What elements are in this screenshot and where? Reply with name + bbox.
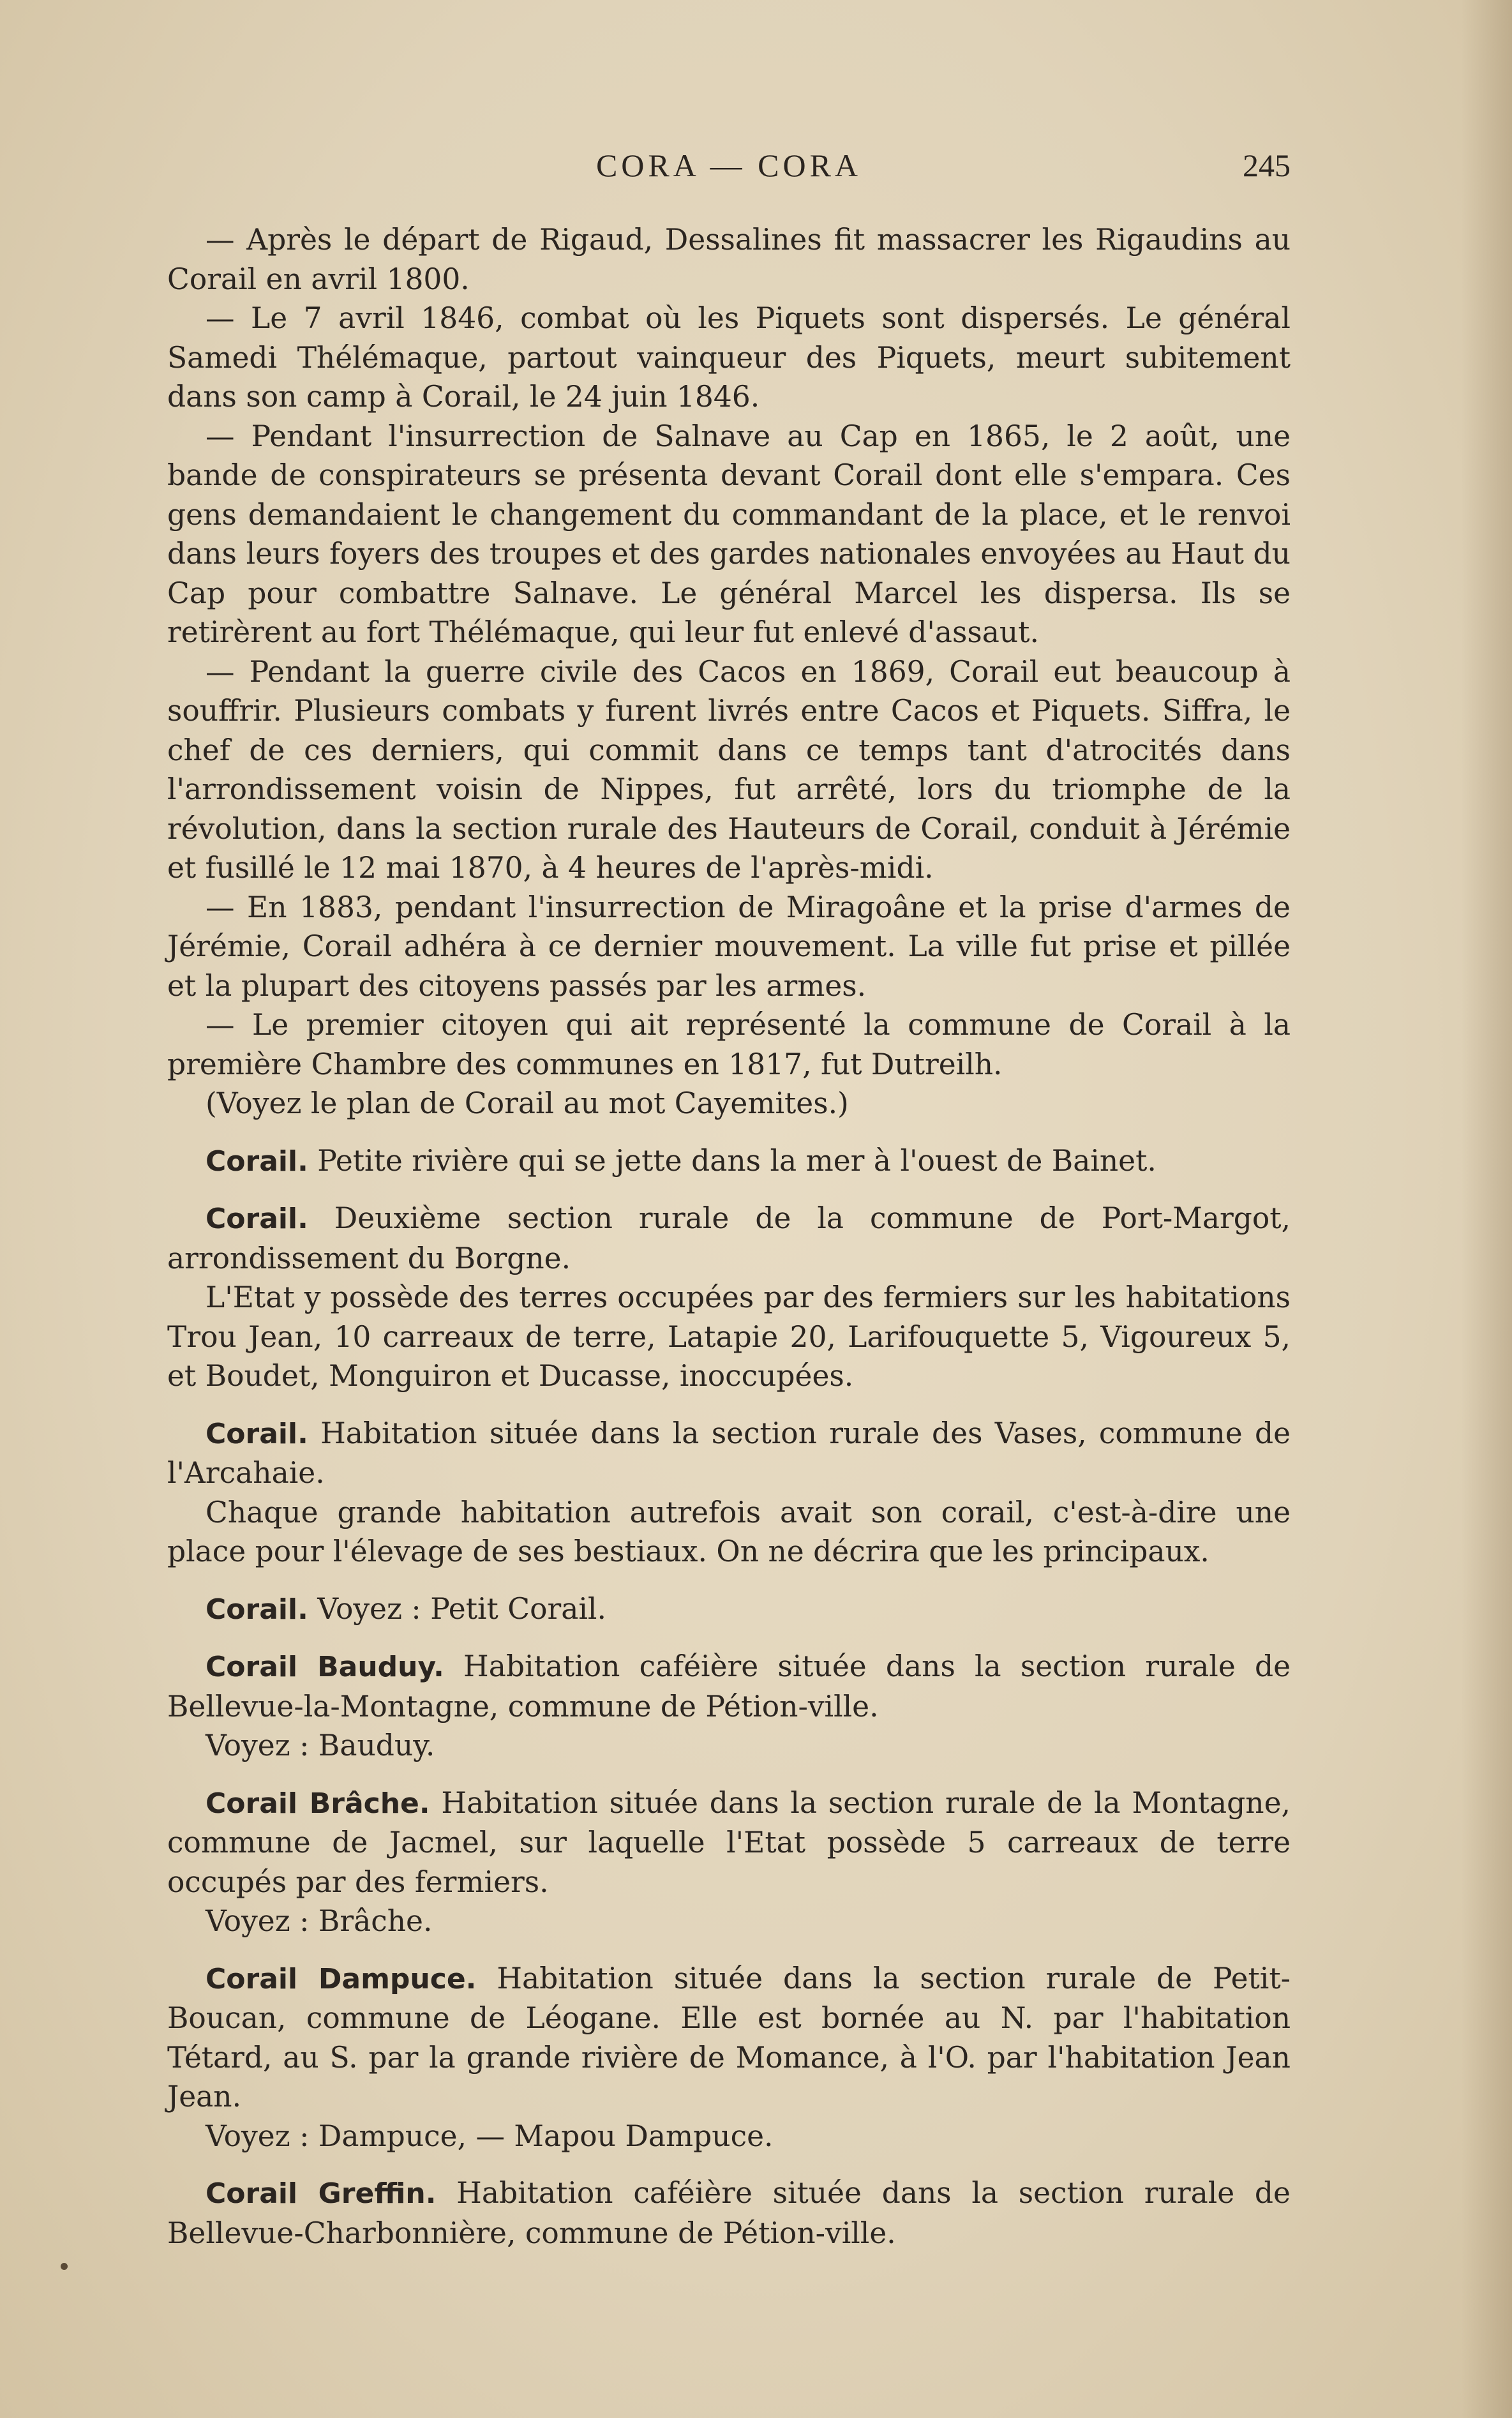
paragraph — [167, 1493, 1291, 1572]
paragraph-text: Petite rivière qui se jette dans la mer à l'ouest de Bainet. — [308, 1143, 1156, 1178]
dictionary-entry — [167, 1783, 1291, 1902]
paragraph — [167, 888, 1291, 1006]
paragraph — [167, 1726, 1291, 1766]
paragraph-text: Voyez : Dampuce, — Mapou Dampuce. — [206, 2119, 774, 2153]
paragraph-text: Voyez : Bauduy. — [206, 1729, 435, 1762]
page-header — [167, 147, 1291, 198]
dictionary-entry — [167, 1414, 1291, 1493]
paragraph-text: Voyez : Petit Corail. — [308, 1591, 606, 1626]
paragraph — [167, 299, 1291, 417]
paragraph-text: Habitation située dans la section rurale de Petit-Boucan, commune de Léogane. Elle est bornée au N. par l'habitation Tétard, au S. par la grande rivière de Momance, à l'O. par l'habitation Jean Jean. — [167, 1961, 1291, 2114]
paragraph-text: — Pendant l'insurrection de Salnave au Cap en 1865, le 2 août, une bande de conspirateurs se présenta devant Corail dont elle s'empara. Ces gens demandaient le changement du commandant de la place, et le renvoi dans leurs foyers des troupes et des gardes nationales envoyées au Haut du Cap pour combattre Salnave. Le général Marcel les dispersa. Ils se retirèrent au fort Thélémaque, qui leur fut enlevé d'assaut. — [167, 419, 1291, 649]
paragraph — [167, 220, 1291, 299]
paragraph — [167, 417, 1291, 652]
dictionary-entry — [167, 2174, 1291, 2253]
dictionary-entry — [167, 1199, 1291, 1278]
paragraph-text: — Après le départ de Rigaud, Dessalines fit massacrer les Rigaudins au Corail en avril 1800. — [167, 223, 1291, 296]
entry-headword: Corail. — [206, 1417, 308, 1450]
page-number: 245 — [1243, 147, 1291, 183]
entry-headword: Corail Brâche. — [206, 1787, 430, 1820]
entry-headword: Corail Dampuce. — [206, 1962, 477, 1995]
paragraph-text: — Pendant la guerre civile des Cacos en 1869, Corail eut beaucoup à souffrir. Plusieurs combats y furent livrés entre Cacos et Piquets. Siffra, le chef de ces derniers, qui commit dans ce temps tant d'atrocités dans l'arrondissement voisin de Nippes, fut arrêté, lors du triomphe de la révolution, dans la section rurale des Hauteurs de Corail, conduit à Jérémie et fusillé le 12 mai 1870, à 4 heures de l'après-midi. — [167, 654, 1291, 885]
page-edge-shadow — [1461, 0, 1512, 2418]
running-title: CORA — CORA — [595, 147, 862, 183]
dictionary-entry — [167, 1647, 1291, 1726]
paragraph — [167, 652, 1291, 888]
paragraph-text: Deuxième section rurale de la commune de Port-Margot, arrondissement du Borgne. — [167, 1201, 1291, 1275]
paragraph-text: — Le 7 avril 1846, combat où les Piquets sont dispersés. Le général Samedi Thélémaque, partout vainqueur des Piquets, meurt subitement dans son camp à Corail, le 24 juin 1846. — [167, 301, 1291, 414]
paragraph-text: L'Etat y possède des terres occupées par des fermiers sur les habitations Trou Jean, 10 carreaux de terre, Latapie 20, Larifouquette 5, Vigoureux 5, et Boudet, Monguiron et Ducasse, inoccupées. — [167, 1280, 1291, 1393]
paragraph — [167, 2117, 1291, 2156]
dictionary-entry — [167, 1959, 1291, 2117]
paragraph — [167, 1084, 1291, 1123]
paragraph-text: — En 1883, pendant l'insurrection de Miragoâne et la prise d'armes de Jérémie, Corail adhéra à ce dernier mouvement. La ville fut prise et pillée et la plupart des citoyens passés par les armes. — [167, 890, 1291, 1003]
dictionary-entry — [167, 1141, 1291, 1182]
paragraph-text: Habitation caféière située dans la section rurale de Bellevue-la-Montagne, commune de Pétion-ville. — [167, 1649, 1291, 1723]
ink-speck — [61, 2263, 68, 2270]
entry-headword: Corail. — [206, 1593, 308, 1626]
paragraph-text: Chaque grande habitation autrefois avait son corail, c'est-à-dire une place pour l'élevage de ses bestiaux. On ne décrira que les principaux. — [167, 1495, 1291, 1568]
paragraph-text: (Voyez le plan de Corail au mot Cayemites.) — [206, 1086, 849, 1120]
dictionary-entry — [167, 1589, 1291, 1630]
entry-headword: Corail. — [206, 1145, 308, 1178]
paragraph-text: Voyez : Brâche. — [206, 1904, 433, 1938]
paragraph — [167, 1902, 1291, 1941]
paragraph-text: Habitation caféière située dans la section rurale de Bellevue-Charbonnière, commune de Pétion-ville. — [167, 2176, 1291, 2250]
paragraph-text: — Le premier citoyen qui ait représenté la commune de Corail à la première Chambre des communes en 1817, fut Dutreilh. — [167, 1008, 1291, 1081]
entry-headword: Corail. — [206, 1203, 308, 1235]
entry-headword: Corail Bauduy. — [206, 1651, 444, 1683]
paragraph — [167, 1278, 1291, 1396]
paragraph — [167, 1005, 1291, 1084]
paragraph-text: Habitation située dans la section rurale des Vases, commune de l'Arcahaie. — [167, 1416, 1291, 1490]
body-text — [167, 220, 1291, 2253]
entry-headword: Corail Greffin. — [206, 2177, 437, 2210]
paragraph-text: Habitation située dans la section rurale de la Montagne, commune de Jacmel, sur laquelle l'Etat possède 5 carreaux de terre occupés par des fermiers. — [167, 1785, 1291, 1899]
